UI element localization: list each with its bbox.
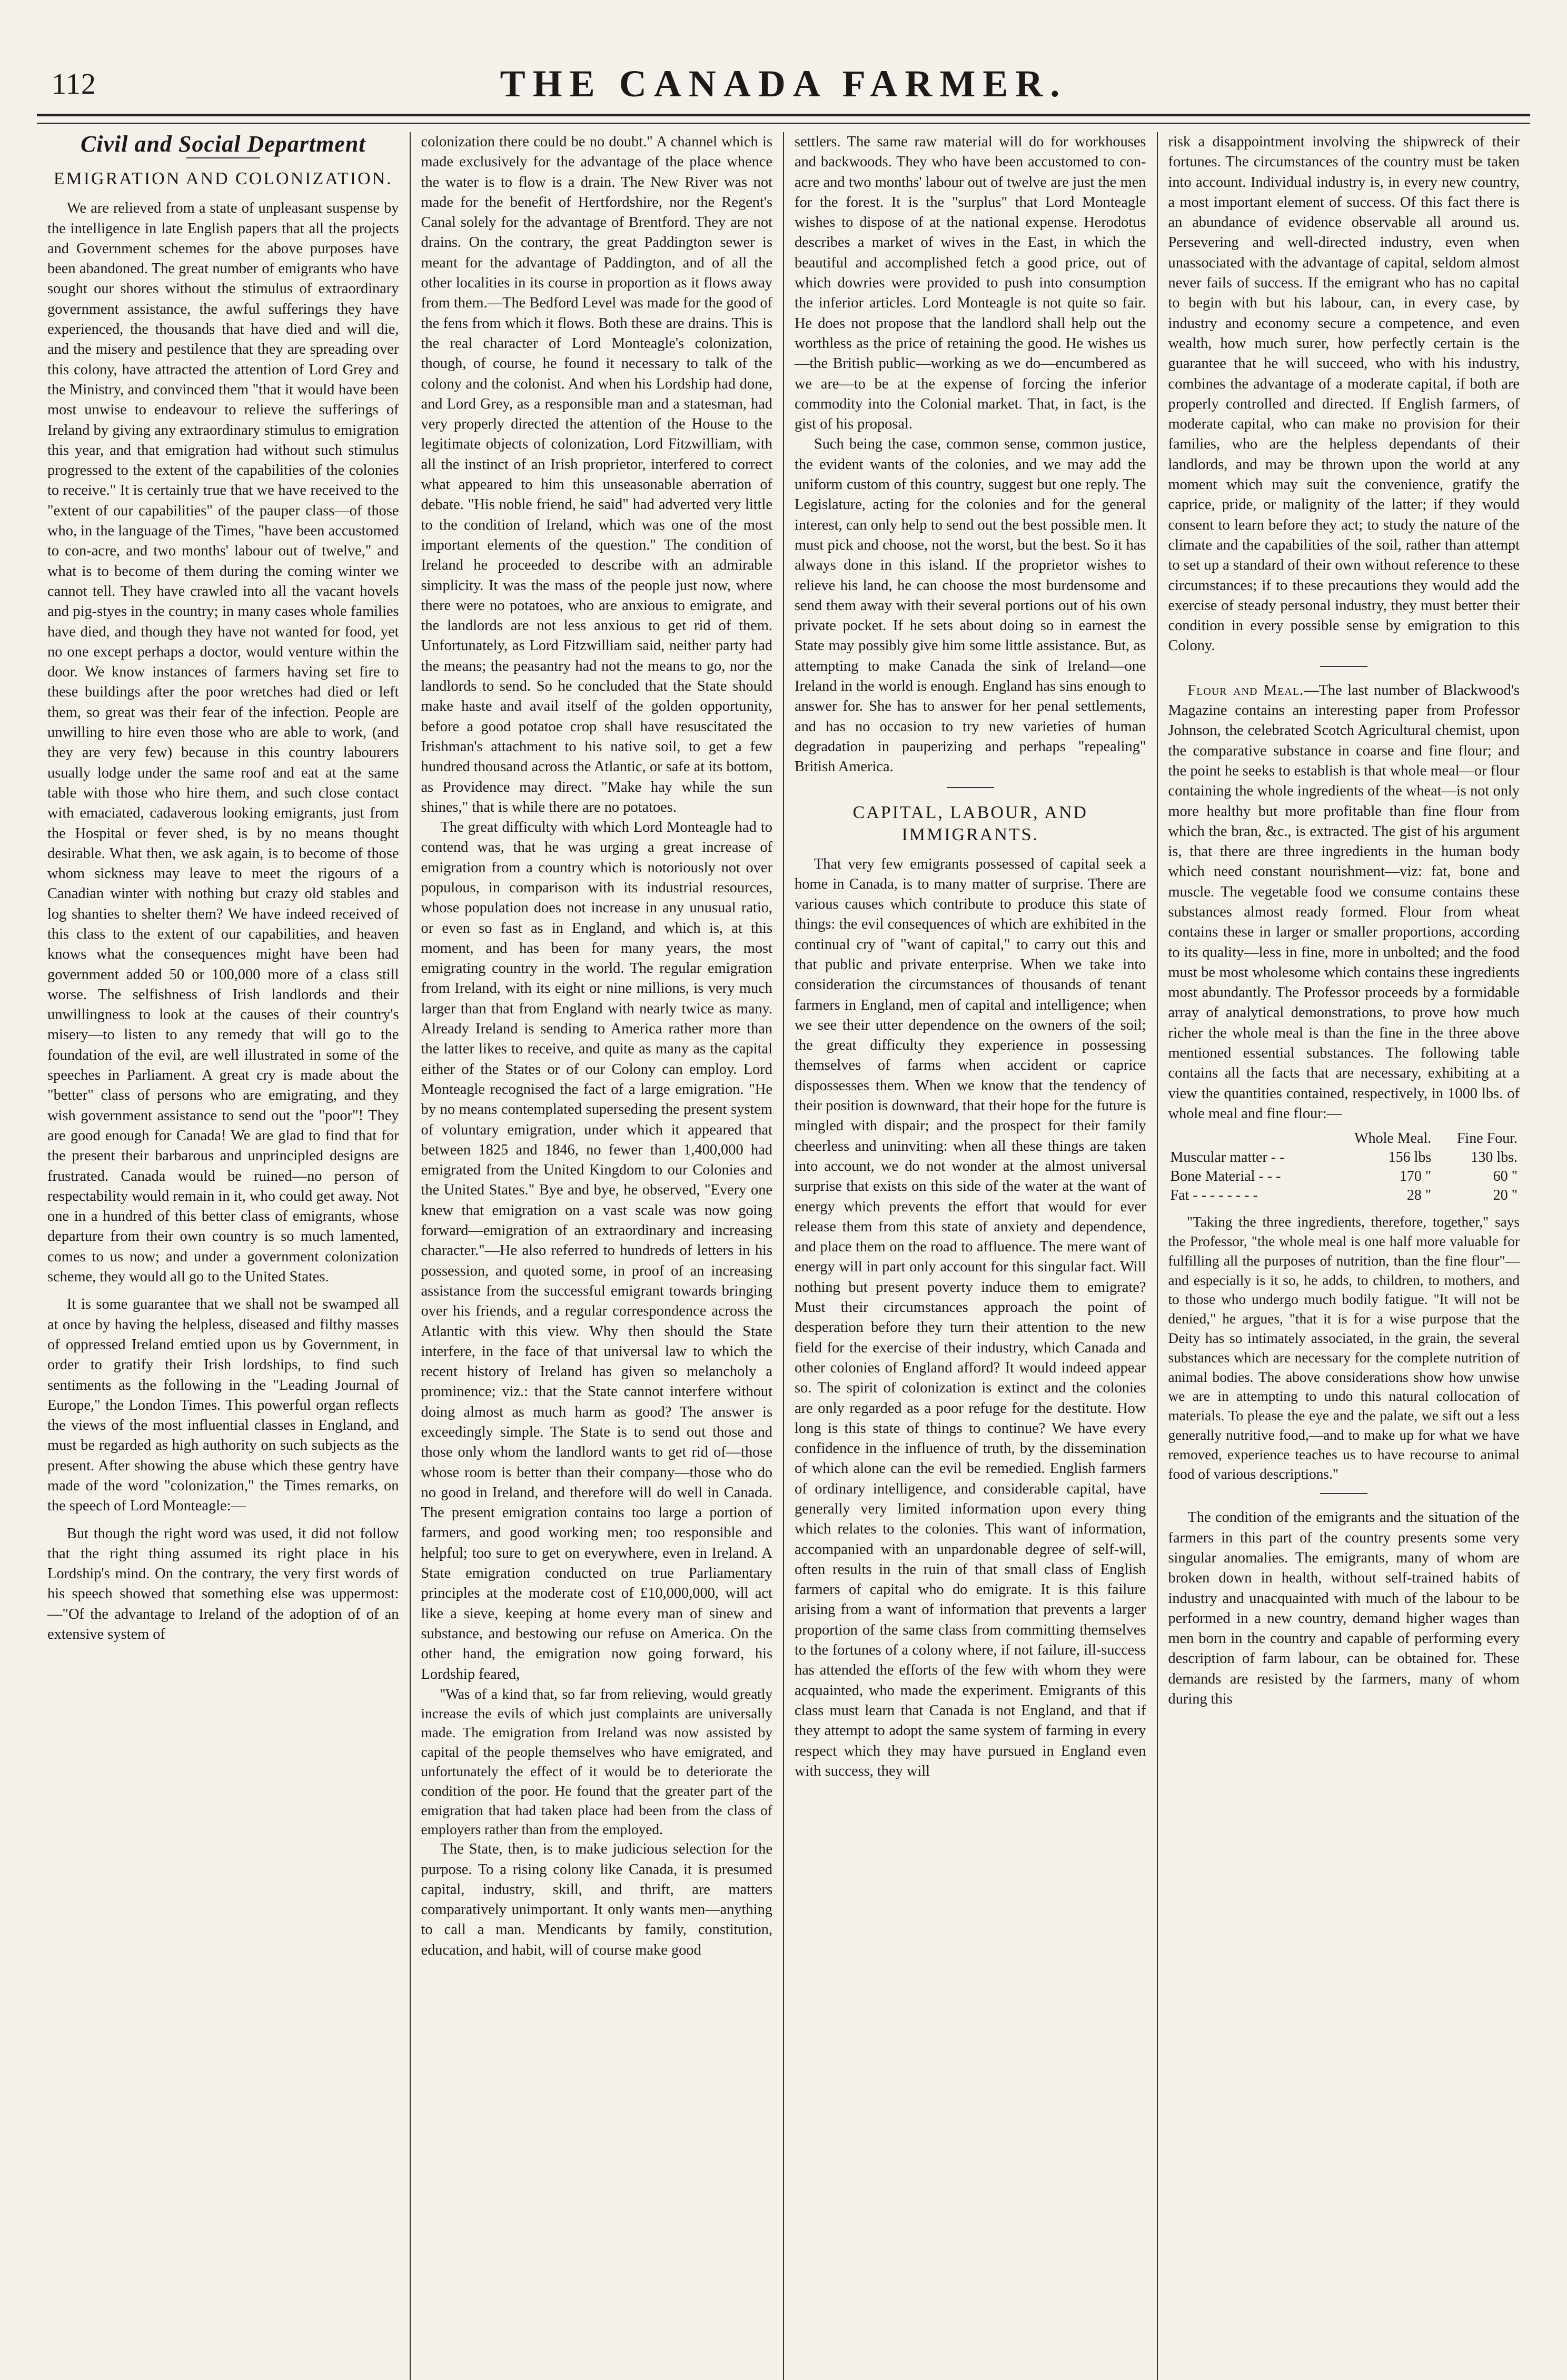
table-cell: Muscular matter - - xyxy=(1170,1149,1285,1166)
divider xyxy=(1320,666,1367,671)
masthead: THE CANADA FARMER. xyxy=(500,63,1067,105)
paragraph: It is some guarantee that we shall not be swamped all at once by having the helpless, diseased and filthy masses of oppressed Ireland emtied upon us by Government, in order to gratify their Irish lordships, to find such sentiments as the following in the "Leading Journal of Europe," the London Times. This powerful organ reflects the views of the most influential classes in England, and must be regarded as high authority on such subjects as the present. After showing the abuse which these gentry have made of the word "colonization," the Times remarks, on the speech of Lord Monteagle:— xyxy=(47,1296,399,1515)
divider xyxy=(1320,1493,1367,1498)
divider xyxy=(186,157,260,158)
table-cell: 170 " xyxy=(1399,1168,1432,1185)
table-row xyxy=(1168,1186,1520,1205)
header-rule xyxy=(37,114,1530,124)
page-header xyxy=(37,58,1530,111)
quoted-paragraph: "Taking the three ingredients, therefore, together," says the Professor, "the whole meal is one half more valuable for fulfilling all the purposes of nutrition, than the fine flour"—and especially is it so, he adds, to children, to mothers, and to those who undergo much bodily fatigue. "It will not be denied," he argues, "that it is for a wise purpose that the Deity has so intimately associated, in the grain, the several substances which are necessary for the complete nutrition of animal bodies. The above considerations show how unwise we are in attempting to undo this natural collocation of materials. To please the eye and the palate, we sift out a less generally nutritive food,—and to make up for what we have removed, experience teaches us to have recourse to animal food of various descriptions." xyxy=(1168,1214,1520,1482)
section-title-emigration: EMIGRATION AND COLONIZATION. xyxy=(53,169,393,189)
lead-in: Flour and Meal. xyxy=(1187,682,1304,699)
article-columns xyxy=(37,132,1530,2380)
table-row xyxy=(1168,1148,1520,1167)
table-row xyxy=(1168,1167,1520,1186)
paragraph-body: —The last number of Blackwood's Magazine contains an interesting paper from Professor Johnson, the celebrated Scotch Agricultural chemist, upon the comparative substance in coarse and fine flour; and the point he seeks to establish is that whole meal—or flour containing the whole ingredients of the wheat—is not only more healthy but more profitable than fine flour from which the bran, &c., is extracted. The gist of his argument is, that there are three ingredients in the human body which need constant nourishment—viz: fat, bone and muscle. The vegetable food we consume contains these substances almost ready formed. Flour from wheat contains these in larger or smaller proportions, according to its quality—less in fine, more in unbolted; and the food must be most wholesome which contains these ingredients most abundantly. The Professor proceeds by a formidable array of analytical demonstrations, to prove how much richer the whole meal is than the fine in the three above mentioned essential substances. The following table contains all the facts that are necessary, exhibiting at a view the quantities contained, respectively, in 1000 lbs. of whole meal and fine flour:— xyxy=(1168,682,1520,1122)
quoted-paragraph: "Was of a kind that, so far from relieving, would greatly increase the evils of which just complaints are universally made. The emigration from Ireland was now assisted by capital of the people themselves who have emigrated, and unfortunately the effect of it would be to deteriorate the condition of the poor. He found that the greater part of the emigration that had taken place had been from the class of employers rather than from the employed. xyxy=(421,1686,772,1838)
paragraph: The great difficulty with which Lord Monteagle had to contend was, that he was urging a great increase of emigration from a country which is notoriously not over populous, in comparison with its industrial resources, whose population does not increase in any unusual ratio, or even so fast as in England, and which is, at this moment, and has been for many years, the most emigrating country in the world. The regular emigration from Ireland, with its eight or nine millions, is very much larger than that from England with nearly twice as many. Already Ireland is sending to America rather more than the latter likes to receive, and quite as many as the capital either of the States or of our Colony can employ. Lord Monteagle recognised the fact of a large emigration. "He by no means contemplated superseding the present system of voluntary emigration, under which it appeared that between 1825 and 1846, no fewer than 1,400,000 had emigrated from the United Kingdom to our Colonies and the United States." Bye and bye, he observed, "Every one knew that emigration on a vast scale was now going forward—emigration of an extraordinary and increasing character."—He also referred to hundreds of letters in his possession, and quoted some, in proof of an increasing assistance from the successful emigrant towards bringing over his friends, and a regular correspondence across the Atlantic with this view. Why then should the State interfere, in the face of that universal law to which the recent history of Ireland has given so melancholy a prominence; viz.: that the State cannot interfere without doing almost as much harm as good? The answer is exceedingly simple. The State is to send out those and those only whom the landlord wants to get rid of—those whose room is better than their company—those who do no good in Ireland, and therefore will do well in Canada. The present emigration contains too large a portion of farmers, and good working men; too responsible and helpful; too sure to get on everywhere, even in Ireland. A State emigration conducted on true Parliamentary principles at the moderate cost of £10,000,000, will act like a sieve, keeping at home every man of sinew and substance, and bestowing our refuse on America. On the other hand, the emigration now going forward, his Lordship feared, xyxy=(421,819,772,1682)
paragraph: We are relieved from a state of unpleasant suspense by the intelligence in late English papers that all the projects and Government schemes for the above purposes have been abandoned. The great number of emigrants who have sought our shores without the stimulus of extraordinary government assistance, the awful sufferings they have experienced, the thousands that have died and will die, and the misery and pestilence that they are spreading over this colony, have attracted the attention of Lord Grey and the Ministry, and convinced them "that it would have been most unwise to endeavour to relieve the sufferings of Ireland by giving any extraordinary stimulus to emigration this year, and that emigration had without such stimulus progressed to the extent of the capabilities of the colonies to receive." It is certainly true that we have received to the "extent of our capabilities" of the pauper class—of those who, in the language of the Times, "have been accustomed to con-acre, and two months' labour out of twelve," and what is to become of them during the coming winter we cannot tell. They have crawled into all the vacant hovels and pig-styes in the country; in many cases whole families have died, and though they have not wanted for food, yet no one except perhaps a doctor, would venture within the door. We know instances of farmers having set fire to these buildings after the poor wretches had died or left them, so great was their fear of the infection. People are unwilling to hire even those who are able to work, (and they are very few) because in this country labourers usually lodge under the same roof and eat at the same table with those who hire them, and such close contact with emaciated, cadaverous looking emigrants, just from the Hospital or fever shed, is by no means thought desirable. What then, we ask again, is to become of those whom sickness may leave to meet the rigours of a Canadian winter with nothing but crazy old stables and log shanties to shelter them? We have indeed received of this class to the extent of our capabilities, and heaven knows what the consequences might have been had government added 50 or 100,000 more of a class still worse. The selfishness of Irish landlords and their unwillingness to look at the causes of their country's misery—to listen to any remedy that will go to the foundation of the evil, are well illustrated in some of the speeches in Parliament. A great cry is made about the "better" class of persons who are emigrating, and they wish government assistance to send out the "poor"! They are good enough for Canada! We are glad to find that for the present their barbarous and unprincipled designs are frustrated. Canada would be ruined—no person of respectability would remain in it, who could get away. Not one in a hundred of this better class of emigrants, whose departure from their own country is so much lamented, comes to us now; and under a government colonization scheme, they would all go to the United States. xyxy=(47,200,399,1286)
column-4 xyxy=(1157,132,1531,2380)
nutrition-table xyxy=(1168,1129,1520,1205)
table-cell: 28 " xyxy=(1406,1187,1432,1204)
table-header-row xyxy=(1168,1129,1520,1148)
paragraph-flour-and-meal xyxy=(1168,681,1520,1124)
table-cell: Fat - - - - - - - - xyxy=(1170,1187,1258,1204)
table-header: Fine Four. xyxy=(1456,1130,1518,1147)
divider xyxy=(947,787,994,792)
department-title: Civil and Social Department xyxy=(80,132,366,157)
paragraph: risk a disappointment involving the shipwreck of their fortunes. The circumstances of the country must be taken into account. Individual industry is, in every new country, a most important element of success. Of this fact there is an abundance of evidence observable all around us. Persevering and well-directed industry, even when unassociated with the advantage of capital, seldom almost never fails of success. If the emigrant who has no capital to begin with but his labour, can, in every case, by industry and economy secure a competence, and even wealth, how much surer, how perfectly certain is the guarantee that he will succeed, who with his industry, combines the advantage of a moderate capital, if both are properly controlled and directed. If English farmers, of moderate capital, who can make no provision for their families, who are the helpless dependants of their landlords, and may be thrown upon the world at any moment which may suit the convenience, gratify the caprice, pride, or malignity of the latter; if they would consent to learn before they act; to study the nature of the climate and the capabilities of the soil, rather than attempt to set up a standard of their own without reference to these circumstances; if to these precautions they would add the exercise of steady personal industry, they must better their condition in every possible sense by emigration to this Colony. xyxy=(1168,134,1520,654)
paragraph: The State, then, is to make judicious selection for the purpose. To a rising colony like Canada, it is presumed capital, industry, skill, and thrift, are matters comparatively unimportant. It only wants men—anything to call a man. Mendicants by family, constitution, education, and habit, will of course make good xyxy=(421,1841,772,1958)
page-number: 112 xyxy=(52,68,96,101)
table-cell: Bone Material - - - xyxy=(1170,1168,1281,1185)
paragraph: Such being the case, common sense, common justice, the evident wants of the colonies, and we may add the uniform custom of this country, suggest but one reply. The Legislature, acting for the colonies and for the general interest, can only help to send out the best possible men. It must pick and choose, not the worst, but the best. So it has always done in this island. If the proprietor wishes to relieve his land, he can choose the most burdensome and send them away with their several portions out of his own private pocket. If he sets about doing so in earnest the State may possibly give him some little assistance. But, as attempting to make Canada the sink of Ireland—one Ireland in the world is enough. England has sins enough to answer for. She has to answer for her penal settlements, and has no occasion to try new varieties of human degradation in pauperizing and perhaps "repealing" British America. xyxy=(795,436,1146,775)
paragraph: The condition of the emigrants and the situation of the farmers in this part of the country presents some very singular anomalies. The emigrants, many of whom are broken down in health, without self-trained habits of industry and unacquainted with much of the labour to be performed in a new country, demand higher wages than men born in the country and capable of performing every description of farm labour, can be obtained for. These demands are resisted by the farmers, many of whom during this xyxy=(1168,1509,1520,1708)
paragraph: That very few emigrants possessed of capital seek a home in Canada, is to many matter of surprise. There are various causes which contribute to produce this state of things: the evil consequences of which are exhibited in the continual cry of "want of capital," to carry out this and that public and private enterprise. When we take into consideration the circumstances of thousands of tenant farmers in England, men of capital and intelligence; when we see their utter dependence on the owners of the soil; the great difficulty they experience in possessing themselves of farms when accident or caprice dispossesses them. When we know that the tendency of their position is downward, that their hope for the future is mingled with dispair; and the prospect for their family cheerless and uninviting: when all these things are taken into account, we do not wonder at the almost universal surprise that exists on this side of the water at the want of energy which prevents the effort that would for ever release them from this state of anxiety and dependence, and place them on the road to affluence. The mere want of energy will in part only account for this singular fact. Will nothing but present poverty induce them to emigrate? Must their circumstances approach the point of desperation before they turn their attention to the new field for the exercise of their industry, which Canada and other colonies of England afford? It would indeed appear so. The spirit of colonization is extinct and the colonies are only regarded as a poor refuge for the destitute. How long is this state of things to continue? We have every confidence in the influence of truth, by the dissemination of which alone can the evil be remedied. English farmers of ordinary intelligence, and considerable capital, have generally very limited information upon every thing which relates to the colonies. This want of information, accompanied with an unpardonable degree of self-will, often results in the ruin of that small class of English farmers of capital who do emigrate. It is this failure arising from a want of information that prevents a larger proportion of the same class from committing themselves to the fortunes of a colony where, if not failure, ill-success has attended the efforts of the few with whom they were acquainted, who made the experiment. Emigrants of this class must learn that Canada is not England, and that if they attempt to adopt the same system of farming in every respect which they may have pursued in England even with success, they will xyxy=(795,855,1146,1779)
paragraph: But though the right word was used, it did not follow that the right thing assumed its right place in his Lordship's mind. On the contrary, the very first words of his speech showed that something else was uppermost:—"Of the advantage to Ireland of the adoption of of an extensive system of xyxy=(47,1525,399,1643)
section-title-capital: CAPITAL, LABOUR, AND IMMIGRANTS. xyxy=(852,802,1088,844)
table-header xyxy=(1168,1129,1326,1148)
column-3 xyxy=(783,132,1157,2380)
paragraph: colonization there could be no doubt." A channel which is made exclusively for the advantage of the place whence the water is to flow is a drain. The New River was not made for the benefit of Hertfordshire, nor the Regent's Canal solely for the advantage of Brentford. They are not drains. On the contrary, the great Paddington sewer is meant for the advantage of Paddington, and of all the other localities in its course in proportion as it flows away from them.—The Bedford Level was made for the good of the fens from which it flows. Both these are drains. This is the real character of Lord Monteagle's colonization, though, of course, he found it necessary to talk of the colony and the colonist. And when his Lordship had done, and Lord Grey, as a responsible man and a statesman, had very properly directed the attention of the House to the legitimate objects of colonization, Lord Fitzwilliam, with all the instinct of an Irish proprietor, interfered to correct what appeared to him this unseasonable aberration of debate. "His noble friend, he said" had adverted very little to the condition of Ireland, which was one of the most important elements of the question." The condition of Ireland he proceeded to describe with an admirable simplicity. It was the mass of the people just now, where there were no potatoes, who are anxious to emigrate, and the landlords are not less anxious to get rid of them. Unfortunately, as Lord Fitzwilliam said, neither party had the means; the peasantry had not the means to go, nor the landlords to send. So he concluded that the State should make haste and avail itself of the golden opportunity, before a good potatoe crop shall have resuscitated the Irishman's attachment to his native soil, to get a few hundred thousand across the Atlantic, or safe at its bottom, as Providence may direct. "Make hay while the sun shines," that is while there are no potatoes. xyxy=(421,134,772,815)
table-cell: 130 lbs. xyxy=(1471,1149,1518,1166)
column-1 xyxy=(37,132,410,2380)
paragraph: settlers. The same raw material will do for workhouses and backwoods. They who have been accustomed to con-acre and two months' labour out of twelve are just the men for the forest. It is the "surplus" that Lord Monteagle wishes to dispose of at the national expense. Herodotus describes a market of wives in the East, in which the beautiful and accomplished fetch a good price, out of which dowries were provided to push into consumption the inferior articles. Lord Monteagle is not quite so fair. He does not propose that the landlord shall help out the worthless as the price of retaining the good. He wishes us—the British public—working as we do—encumbered as we are—to be at the expense of forcing the inferior commodity into the Colonial market. That, in fact, is the gist of his proposal. xyxy=(795,134,1146,433)
table-cell: 20 " xyxy=(1493,1187,1518,1204)
table-cell: 156 lbs xyxy=(1388,1149,1432,1166)
table-header: Whole Meal. xyxy=(1354,1130,1432,1147)
table-cell: 60 " xyxy=(1493,1168,1518,1185)
column-2 xyxy=(410,132,783,2380)
